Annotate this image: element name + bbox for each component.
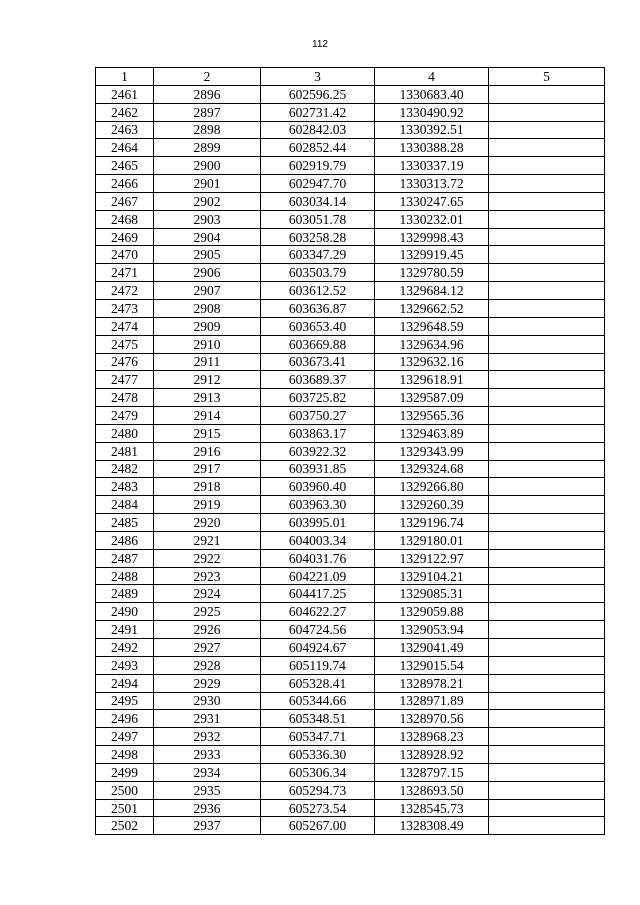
table-cell-col2: 2923 xyxy=(154,567,261,585)
table-cell-col1: 2494 xyxy=(96,674,154,692)
table-cell-col1: 2469 xyxy=(96,228,154,246)
table-row xyxy=(96,121,605,139)
table-cell-col4: 1328970.56 xyxy=(375,710,489,728)
table-cell-col2: 2936 xyxy=(154,799,261,817)
table-cell-col1: 2464 xyxy=(96,139,154,157)
table-row xyxy=(96,192,605,210)
table-row xyxy=(96,210,605,228)
table-cell-col2: 2924 xyxy=(154,585,261,603)
table-cell-col1: 2463 xyxy=(96,121,154,139)
table-cell-col3: 603669.88 xyxy=(261,335,375,353)
table-cell-col1: 2471 xyxy=(96,264,154,282)
table-row xyxy=(96,389,605,407)
table-cell-col1: 2493 xyxy=(96,656,154,674)
table-cell-col4: 1329587.09 xyxy=(375,389,489,407)
table-cell-col1: 2474 xyxy=(96,317,154,335)
table-cell-col3: 603636.87 xyxy=(261,299,375,317)
table-cell-col3: 605348.51 xyxy=(261,710,375,728)
table-cell-col5 xyxy=(489,157,605,175)
table-cell-col1: 2462 xyxy=(96,103,154,121)
table-cell-col5 xyxy=(489,103,605,121)
table-row xyxy=(96,621,605,639)
table-cell-col1: 2491 xyxy=(96,621,154,639)
table-cell-col1: 2486 xyxy=(96,531,154,549)
table-cell-col5 xyxy=(489,424,605,442)
table-cell-col5 xyxy=(489,496,605,514)
table-cell-col2: 2897 xyxy=(154,103,261,121)
table-cell-col2: 2934 xyxy=(154,763,261,781)
table-cell-col4: 1329634.96 xyxy=(375,335,489,353)
table-cell-col2: 2927 xyxy=(154,639,261,657)
table-row xyxy=(96,746,605,764)
table-cell-col3: 603963.30 xyxy=(261,496,375,514)
table-cell-col2: 2900 xyxy=(154,157,261,175)
table-cell-col5 xyxy=(489,317,605,335)
table-cell-col4: 1330247.65 xyxy=(375,192,489,210)
table-cell-col5 xyxy=(489,621,605,639)
table-cell-col5 xyxy=(489,674,605,692)
table-cell-col1: 2500 xyxy=(96,781,154,799)
table-row xyxy=(96,442,605,460)
table-cell-col5 xyxy=(489,478,605,496)
table-row xyxy=(96,299,605,317)
table-row xyxy=(96,674,605,692)
table-cell-col5 xyxy=(489,264,605,282)
table-cell-col4: 1328308.49 xyxy=(375,817,489,835)
table-cell-col5 xyxy=(489,585,605,603)
table-cell-col3: 605336.30 xyxy=(261,746,375,764)
table-cell-col2: 2929 xyxy=(154,674,261,692)
table-row xyxy=(96,460,605,478)
table-row xyxy=(96,246,605,264)
table-row xyxy=(96,656,605,674)
table-cell-col4: 1330313.72 xyxy=(375,175,489,193)
table-row xyxy=(96,781,605,799)
table-row xyxy=(96,514,605,532)
table-row xyxy=(96,228,605,246)
table-cell-col3: 603922.32 xyxy=(261,442,375,460)
table-cell-col4: 1328971.89 xyxy=(375,692,489,710)
table-cell-col3: 603503.79 xyxy=(261,264,375,282)
column-header-2: 2 xyxy=(154,68,261,86)
table-cell-col3: 602596.25 xyxy=(261,85,375,103)
table-cell-col5 xyxy=(489,549,605,567)
table-row xyxy=(96,139,605,157)
table-row xyxy=(96,692,605,710)
table-row xyxy=(96,407,605,425)
table-cell-col1: 2470 xyxy=(96,246,154,264)
table-cell-col2: 2910 xyxy=(154,335,261,353)
table-cell-col3: 604221.09 xyxy=(261,567,375,585)
coordinates-table xyxy=(95,67,605,835)
table-cell-col3: 604924.67 xyxy=(261,639,375,657)
table-cell-col2: 2921 xyxy=(154,531,261,549)
table-row xyxy=(96,799,605,817)
table-cell-col2: 2925 xyxy=(154,603,261,621)
table-cell-col4: 1329053.94 xyxy=(375,621,489,639)
table-cell-col1: 2468 xyxy=(96,210,154,228)
table-cell-col2: 2916 xyxy=(154,442,261,460)
table-row xyxy=(96,478,605,496)
table-cell-col4: 1328693.50 xyxy=(375,781,489,799)
table-cell-col1: 2498 xyxy=(96,746,154,764)
table-cell-col1: 2473 xyxy=(96,299,154,317)
table-cell-col2: 2908 xyxy=(154,299,261,317)
table-cell-col2: 2919 xyxy=(154,496,261,514)
table-cell-col5 xyxy=(489,175,605,193)
table-cell-col4: 1329684.12 xyxy=(375,282,489,300)
table-cell-col5 xyxy=(489,692,605,710)
table-row xyxy=(96,335,605,353)
table-row xyxy=(96,531,605,549)
table-cell-col2: 2904 xyxy=(154,228,261,246)
table-cell-col2: 2930 xyxy=(154,692,261,710)
table-cell-col2: 2898 xyxy=(154,121,261,139)
table-cell-col4: 1329343.99 xyxy=(375,442,489,460)
table-cell-col5 xyxy=(489,121,605,139)
table-cell-col2: 2922 xyxy=(154,549,261,567)
table-row xyxy=(96,585,605,603)
table-cell-col5 xyxy=(489,246,605,264)
table-cell-col4: 1329266.80 xyxy=(375,478,489,496)
table-cell-col2: 2926 xyxy=(154,621,261,639)
table-cell-col4: 1328545.73 xyxy=(375,799,489,817)
table-row xyxy=(96,728,605,746)
table-cell-col3: 605347.71 xyxy=(261,728,375,746)
table-cell-col5 xyxy=(489,567,605,585)
table-cell-col4: 1329324.68 xyxy=(375,460,489,478)
table-cell-col2: 2920 xyxy=(154,514,261,532)
table-cell-col2: 2937 xyxy=(154,817,261,835)
table-cell-col2: 2917 xyxy=(154,460,261,478)
table-cell-col5 xyxy=(489,817,605,835)
table-cell-col3: 605273.54 xyxy=(261,799,375,817)
table-row xyxy=(96,549,605,567)
table-cell-col5 xyxy=(489,531,605,549)
table-cell-col1: 2475 xyxy=(96,335,154,353)
table-cell-col5 xyxy=(489,228,605,246)
table-row xyxy=(96,157,605,175)
table-cell-col1: 2501 xyxy=(96,799,154,817)
table-cell-col2: 2901 xyxy=(154,175,261,193)
table-cell-col5 xyxy=(489,514,605,532)
table-cell-col1: 2489 xyxy=(96,585,154,603)
table-cell-col4: 1329085.31 xyxy=(375,585,489,603)
table-cell-col3: 603051.78 xyxy=(261,210,375,228)
table-cell-col5 xyxy=(489,353,605,371)
table-cell-col4: 1329104.21 xyxy=(375,567,489,585)
table-cell-col1: 2465 xyxy=(96,157,154,175)
table-cell-col5 xyxy=(489,728,605,746)
table-cell-col4: 1329463.89 xyxy=(375,424,489,442)
table-cell-col1: 2472 xyxy=(96,282,154,300)
table-cell-col5 xyxy=(489,389,605,407)
table-cell-col5 xyxy=(489,335,605,353)
table-cell-col5 xyxy=(489,139,605,157)
table-cell-col1: 2488 xyxy=(96,567,154,585)
table-cell-col3: 603995.01 xyxy=(261,514,375,532)
table-row xyxy=(96,817,605,835)
table-cell-col1: 2482 xyxy=(96,460,154,478)
table-cell-col1: 2492 xyxy=(96,639,154,657)
table-cell-col1: 2485 xyxy=(96,514,154,532)
table-cell-col4: 1330490.92 xyxy=(375,103,489,121)
table-cell-col2: 2912 xyxy=(154,371,261,389)
table-cell-col5 xyxy=(489,85,605,103)
table-cell-col1: 2483 xyxy=(96,478,154,496)
table-cell-col4: 1329648.59 xyxy=(375,317,489,335)
table-cell-col5 xyxy=(489,460,605,478)
table-row xyxy=(96,282,605,300)
table-cell-col4: 1329196.74 xyxy=(375,514,489,532)
table-cell-col3: 605328.41 xyxy=(261,674,375,692)
table-cell-col3: 604003.34 xyxy=(261,531,375,549)
table-cell-col4: 1329618.91 xyxy=(375,371,489,389)
table-cell-col1: 2477 xyxy=(96,371,154,389)
table-cell-col5 xyxy=(489,799,605,817)
table-cell-col3: 604031.76 xyxy=(261,549,375,567)
table-row xyxy=(96,317,605,335)
table-cell-col3: 603653.40 xyxy=(261,317,375,335)
table-cell-col2: 2902 xyxy=(154,192,261,210)
table-cell-col3: 603673.41 xyxy=(261,353,375,371)
table-row xyxy=(96,710,605,728)
table-cell-col5 xyxy=(489,442,605,460)
table-cell-col4: 1330232.01 xyxy=(375,210,489,228)
table-cell-col3: 602852.44 xyxy=(261,139,375,157)
table-row xyxy=(96,639,605,657)
table-row xyxy=(96,85,605,103)
table-cell-col1: 2484 xyxy=(96,496,154,514)
table-cell-col1: 2499 xyxy=(96,763,154,781)
table-cell-col3: 603258.28 xyxy=(261,228,375,246)
table-cell-col3: 604417.25 xyxy=(261,585,375,603)
table-body xyxy=(96,85,605,834)
table-cell-col1: 2496 xyxy=(96,710,154,728)
table-cell-col1: 2467 xyxy=(96,192,154,210)
table-cell-col4: 1329780.59 xyxy=(375,264,489,282)
table-cell-col1: 2481 xyxy=(96,442,154,460)
table-cell-col4: 1330337.19 xyxy=(375,157,489,175)
table-row xyxy=(96,763,605,781)
table-cell-col3: 603689.37 xyxy=(261,371,375,389)
table-cell-col3: 605294.73 xyxy=(261,781,375,799)
table-cell-col2: 2915 xyxy=(154,424,261,442)
table-cell-col2: 2906 xyxy=(154,264,261,282)
table-cell-col1: 2480 xyxy=(96,424,154,442)
table-row xyxy=(96,496,605,514)
table-cell-col5 xyxy=(489,639,605,657)
table-row xyxy=(96,264,605,282)
table-cell-col3: 605267.00 xyxy=(261,817,375,835)
table-cell-col2: 2918 xyxy=(154,478,261,496)
table-cell-col3: 605306.34 xyxy=(261,763,375,781)
table-cell-col3: 603960.40 xyxy=(261,478,375,496)
table-cell-col2: 2907 xyxy=(154,282,261,300)
table-cell-col3: 605344.66 xyxy=(261,692,375,710)
table-cell-col2: 2913 xyxy=(154,389,261,407)
column-header-5: 5 xyxy=(489,68,605,86)
table-header-row xyxy=(96,68,605,86)
table-cell-col5 xyxy=(489,603,605,621)
table-cell-col4: 1330683.40 xyxy=(375,85,489,103)
table-cell-col4: 1329260.39 xyxy=(375,496,489,514)
table-cell-col3: 604724.56 xyxy=(261,621,375,639)
table-cell-col1: 2497 xyxy=(96,728,154,746)
table-cell-col4: 1329122.97 xyxy=(375,549,489,567)
table-cell-col4: 1329059.88 xyxy=(375,603,489,621)
table-cell-col4: 1328797.15 xyxy=(375,763,489,781)
table-row xyxy=(96,567,605,585)
table-cell-col4: 1328968.23 xyxy=(375,728,489,746)
table-cell-col4: 1329015.54 xyxy=(375,656,489,674)
table-cell-col3: 602919.79 xyxy=(261,157,375,175)
table-cell-col2: 2932 xyxy=(154,728,261,746)
table-cell-col2: 2933 xyxy=(154,746,261,764)
table-cell-col5 xyxy=(489,656,605,674)
table-cell-col3: 603347.29 xyxy=(261,246,375,264)
table-cell-col4: 1329180.01 xyxy=(375,531,489,549)
table-row xyxy=(96,424,605,442)
table-cell-col2: 2928 xyxy=(154,656,261,674)
table-cell-col2: 2931 xyxy=(154,710,261,728)
table-cell-col4: 1330388.28 xyxy=(375,139,489,157)
column-header-1: 1 xyxy=(96,68,154,86)
table-cell-col1: 2487 xyxy=(96,549,154,567)
table-cell-col5 xyxy=(489,763,605,781)
table-row xyxy=(96,603,605,621)
column-header-3: 3 xyxy=(261,68,375,86)
table-cell-col1: 2478 xyxy=(96,389,154,407)
table-cell-col3: 603931.85 xyxy=(261,460,375,478)
column-header-4: 4 xyxy=(375,68,489,86)
table-cell-col4: 1328978.21 xyxy=(375,674,489,692)
table-cell-col3: 603750.27 xyxy=(261,407,375,425)
table-cell-col1: 2476 xyxy=(96,353,154,371)
table-cell-col3: 602947.70 xyxy=(261,175,375,193)
table-row xyxy=(96,103,605,121)
table-cell-col5 xyxy=(489,710,605,728)
table-cell-col5 xyxy=(489,210,605,228)
table-cell-col1: 2495 xyxy=(96,692,154,710)
table-cell-col3: 605119.74 xyxy=(261,656,375,674)
table-cell-col4: 1329662.52 xyxy=(375,299,489,317)
table-cell-col3: 602842.03 xyxy=(261,121,375,139)
table-cell-col4: 1328928.92 xyxy=(375,746,489,764)
table-cell-col4: 1329041.49 xyxy=(375,639,489,657)
table-cell-col5 xyxy=(489,371,605,389)
table-cell-col5 xyxy=(489,781,605,799)
table-cell-col3: 604622.27 xyxy=(261,603,375,621)
table-cell-col3: 603612.52 xyxy=(261,282,375,300)
table-cell-col2: 2909 xyxy=(154,317,261,335)
table-row xyxy=(96,371,605,389)
table-cell-col1: 2479 xyxy=(96,407,154,425)
table-cell-col2: 2903 xyxy=(154,210,261,228)
table-cell-col4: 1329919.45 xyxy=(375,246,489,264)
table-cell-col5 xyxy=(489,746,605,764)
table-cell-col2: 2896 xyxy=(154,85,261,103)
table-cell-col5 xyxy=(489,407,605,425)
table-cell-col3: 603725.82 xyxy=(261,389,375,407)
table-cell-col1: 2490 xyxy=(96,603,154,621)
table-cell-col2: 2935 xyxy=(154,781,261,799)
table-cell-col2: 2911 xyxy=(154,353,261,371)
table-cell-col4: 1329565.36 xyxy=(375,407,489,425)
table-cell-col1: 2466 xyxy=(96,175,154,193)
table-cell-col5 xyxy=(489,192,605,210)
table-cell-col4: 1330392.51 xyxy=(375,121,489,139)
table-cell-col3: 603034.14 xyxy=(261,192,375,210)
table-cell-col5 xyxy=(489,282,605,300)
table-cell-col5 xyxy=(489,299,605,317)
table-row xyxy=(96,353,605,371)
table-cell-col2: 2905 xyxy=(154,246,261,264)
table-cell-col4: 1329632.16 xyxy=(375,353,489,371)
table-cell-col2: 2914 xyxy=(154,407,261,425)
table-cell-col4: 1329998.43 xyxy=(375,228,489,246)
table-cell-col2: 2899 xyxy=(154,139,261,157)
table-row xyxy=(96,175,605,193)
table-cell-col3: 602731.42 xyxy=(261,103,375,121)
table-cell-col1: 2461 xyxy=(96,85,154,103)
table-cell-col3: 603863.17 xyxy=(261,424,375,442)
page-number: 112 xyxy=(312,39,328,50)
table-cell-col1: 2502 xyxy=(96,817,154,835)
